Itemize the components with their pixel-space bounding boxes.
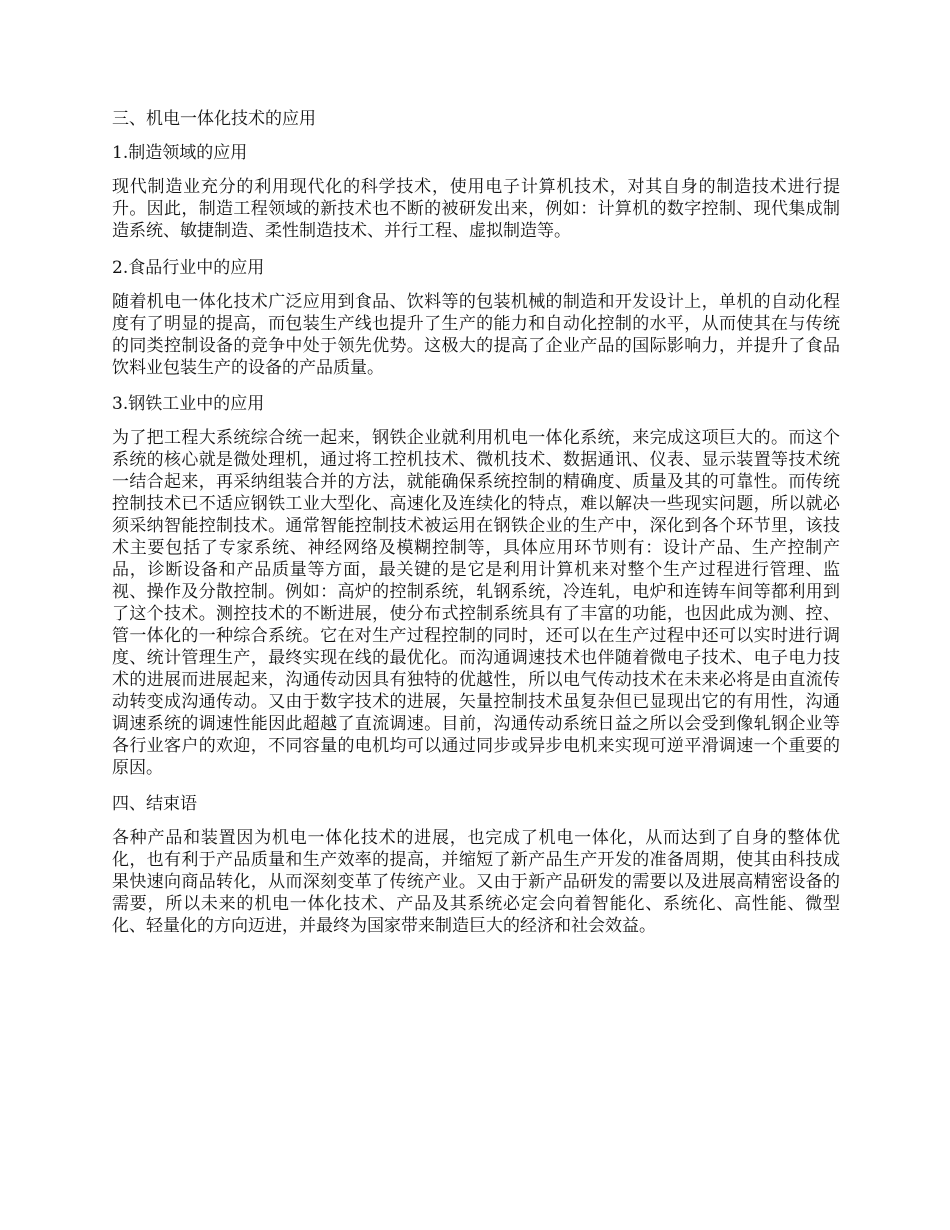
section-4-heading: 四、结束语 [112, 794, 197, 814]
subsection-3-heading: 3.钢铁工业中的应用 [112, 394, 265, 414]
subsection-2-heading: 2.食品行业中的应用 [112, 258, 265, 278]
section-3-heading: 三、机电一体化技术的应用 [112, 109, 316, 129]
subsection-1-heading: 1.制造领域的应用 [112, 143, 248, 163]
document-page [112, 108, 840, 937]
section-4-paragraph: 各种产品和装置因为机电一体化技术的进展，也完成了机电一体化，从而达到了自身的整体优化，也有利于产品质量和生产效率的提高，并缩短了新产品生产开发的准备周期，使其由科技成果快速向商品转化，从而深刻变革了传统产业。又由于新产品研发的需要以及进展高精密设备的需要，所以未来的机电一体化技术、产品及其系统必定会向着智能化、系统化、高性能、微型化、轻量化的方向迈进，并最终为国家带来制造巨大的经济和社会效益。 [112, 828, 840, 936]
subsection-3-paragraph: 为了把工程大系统综合统一起来，钢铁企业就利用机电一体化系统，来完成这项巨大的。而这个系统的核心就是微处理机，通过将工控机技术、微机技术、数据通讯、仪表、显示装置等技术统一结合起来，再采纳组装合并的方法，就能确保系统控制的精确度、质量及其的可靠性。而传统控制技术已不适应钢铁工业大型化、高速化及连续化的特点，难以解决一些现实问题，所以就必须采纳智能控制技术。通常智能控制技术被运用在钢铁企业的生产中，深化到各个环节里，该技术主要包括了专家系统、神经网络及模糊控制等，具体应用环节则有：设计产品、生产控制产品，诊断设备和产品质量等方面，最关键的是它是利用计算机来对整个生产过程进行管理、监视、操作及分散控制。例如：高炉的控制系统，轧钢系统，冷连轧，电炉和连铸车间等都利用到了这个技术。测控技术的不断进展，使分布式控制系统具有了丰富的功能，也因此成为测、控、管一体化的一种综合系统。它在对生产过程控制的同时，还可以在生产过程中还可以实时进行调度、统计管理生产，最终实现在线的最优化。而沟通调速技术也伴随着微电子技术、电子电力技术的进展而进展起来，沟通传动因具有独特的优越性，所以电气传动技术在未来必将是由直流传动转变成沟通传动。又由于数字技术的进展，矢量控制技术虽复杂但已显现出它的有用性，沟通调速系统的调速性能因此超越了直流调速。目前，沟通传动系统日益之所以会受到像轧钢企业等各行业客户的欢迎，不同容量的电机均可以通过同步或异步电机来实现可逆平滑调速一个重要的原因。 [112, 428, 840, 778]
subsection-2-paragraph: 随着机电一体化技术广泛应用到食品、饮料等的包装机械的制造和开发设计上，单机的自动化程度有了明显的提高，而包装生产线也提升了生产的能力和自动化控制的水平，从而使其在与传统的同类控制设备的竞争中处于领先优势。这极大的提高了企业产品的国际影响力，并提升了食品饮料业包装生产的设备的产品质量。 [112, 292, 840, 378]
subsection-1-paragraph: 现代制造业充分的利用现代化的科学技术，使用电子计算机技术，对其自身的制造技术进行提升。因此，制造工程领域的新技术也不断的被研发出来，例如：计算机的数字控制、现代集成制造系统、敏捷制造、柔性制造技术、并行工程、虚拟制造等。 [112, 177, 840, 241]
